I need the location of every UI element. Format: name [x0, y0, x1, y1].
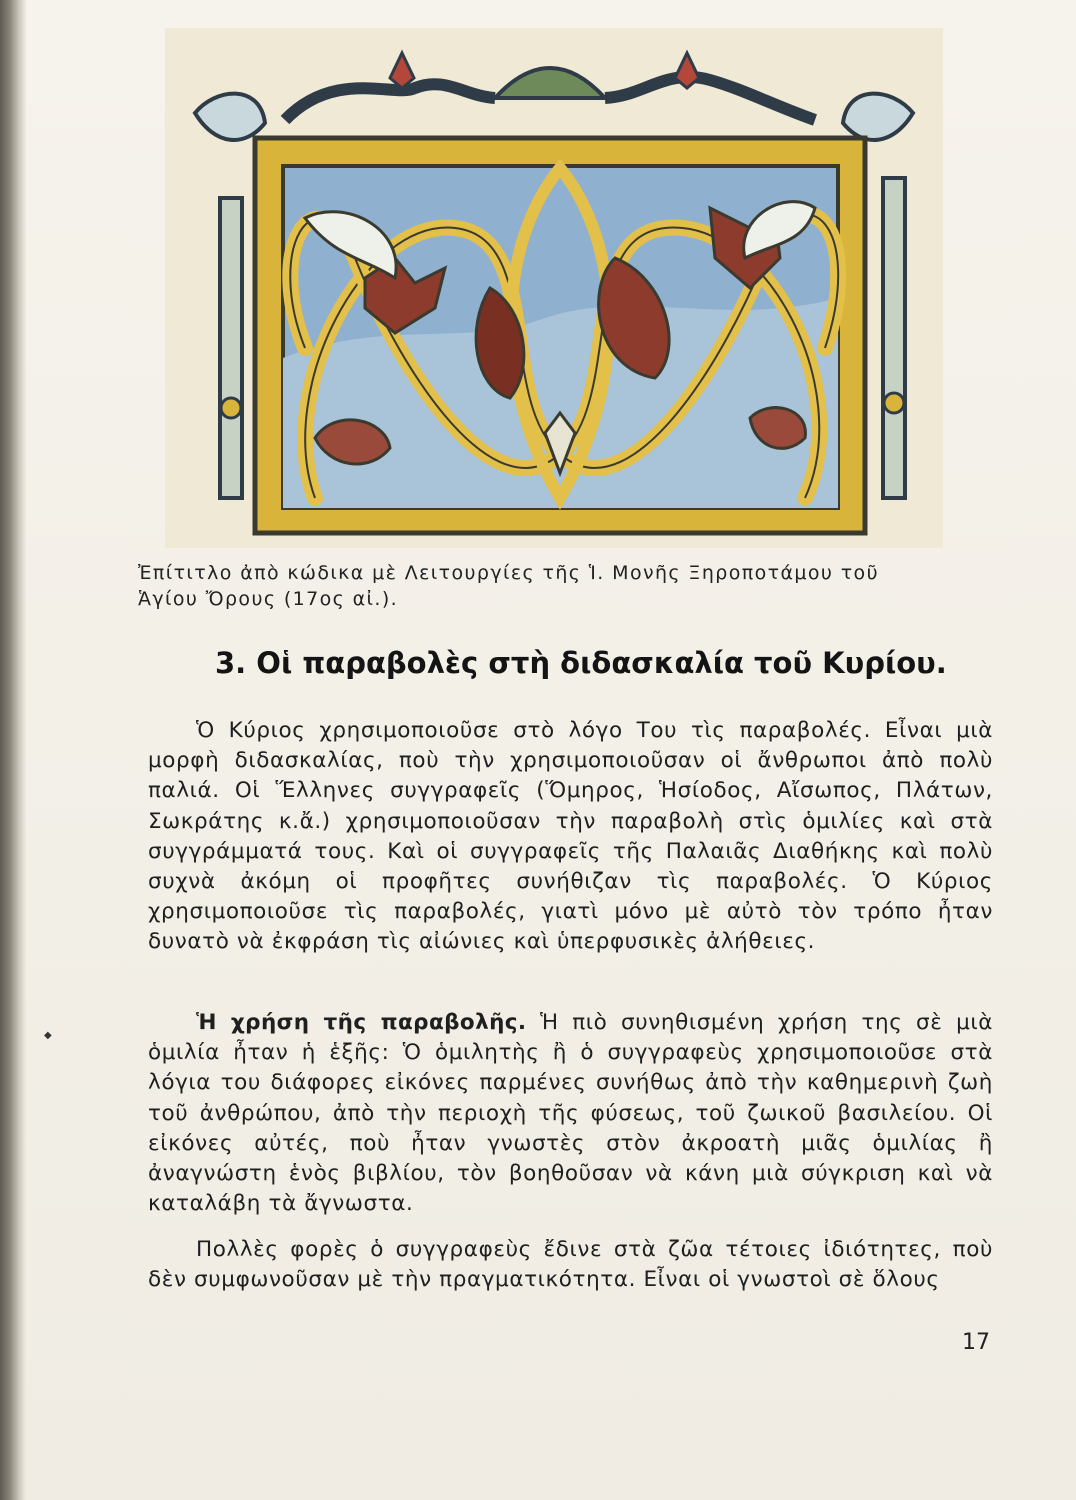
- right-column-rosette: [884, 393, 904, 413]
- illuminated-headpiece: [165, 28, 943, 548]
- paragraph-2-lead: Ἡ χρήση τῆς παραβολῆς.: [196, 1010, 527, 1035]
- paragraph-1: Ὁ Κύριος χρησιμοποιοῦσε στὸ λόγο Του τὶς παραβολές. Εἶναι μιὰ μορφὴ διδασκαλίας, ποὺ τὴν χρησιμοποιοῦσαν οἱ ἄνθρωποι ἀπὸ πολὺ παλιά. Οἱ Ἕλληνες συγγραφεῖς (Ὅμηρος, Ἡσίοδος, Αἴσωπος, Πλάτων, Σωκράτης κ.ἄ.) χρησιμοποιοῦσαν τὴν παραβολὴ στὶς ὁμιλίες καὶ στὰ συγγράμματά τους. Καὶ οἱ συγγραφεῖς τῆς Παλαιᾶς Διαθήκης καὶ πολὺ συχνὰ ἀκόμη οἱ προφῆτες συνήθιζαν τὶς παραβολές. Ὁ Κύριος χρησιμοποιοῦσε τὶς παραβολές, γιατὶ μόνο μὲ αὐτὸ τὸν τρόπο ἦταν δυνατὸ νὰ ἐκφράση τὶς αἰώνιες καὶ ὑπερφυσικὲς ἀλήθειες.: [148, 718, 993, 955]
- margin-mark: ◆: [44, 1030, 52, 1041]
- page-number: 17: [962, 1330, 990, 1355]
- section-heading: 3. Οἱ παραβολὲς στὴ διδασκαλία τοῦ Κυρίου.: [215, 646, 947, 680]
- paragraph-3: Πολλὲς φορὲς ὁ συγγραφεὺς ἔδινε στὰ ζῶα τέτοιες ἰδιότητες, ποὺ δὲν συμφωνοῦσαν μὲ τὴν πραγματικότητα. Εἶναι οἱ γνωστοὶ σὲ ὅλους: [148, 1237, 993, 1293]
- paragraph-2-body: Ἡ πιὸ συνηθισμένη χρήση της σὲ μιὰ ὁμιλία ἦταν ἡ ἑξῆς: Ὁ ὁμιλητὴς ἢ ὁ συγγραφεὺς χρησιμοποιοῦσε στὰ λόγια του διάφορες εἰκόνες παρμένες συνήθως ἀπὸ τὴν καθημερινὴ ζωὴ τοῦ ἀνθρώπου, ἀπὸ τὴν περιοχὴ τῆς φύσεως, τοῦ ζωικοῦ βασιλείου. Οἱ εἰκόνες αὐτές, ποὺ ἦταν γνωστὲς στὸν ἀκροατὴ μιᾶς ὁμιλίας ἢ ἀναγνώστη ἑνὸς βιβλίου, τὸν βοηθοῦσαν νὰ κάνη μιὰ σύγκριση καὶ νὰ καταλάβη τὰ ἄγνωστα.: [148, 1010, 993, 1217]
- paragraph-2: [148, 1008, 993, 1219]
- book-binding-shadow: [0, 0, 26, 1500]
- right-column: [883, 178, 905, 498]
- caption-line-1: Ἐπίτιτλο ἀπὸ κώδικα μὲ Λειτουργίες τῆς Ἱ. Μονῆς Ξηροποτάμου τοῦ: [138, 562, 879, 584]
- caption-line-2: Ἁγίου Ὄρους (17ος αἰ.).: [138, 588, 399, 610]
- figure-caption: [138, 560, 988, 612]
- left-column: [220, 198, 242, 498]
- left-column-rosette: [221, 398, 241, 418]
- headpiece-illustration: [165, 28, 943, 548]
